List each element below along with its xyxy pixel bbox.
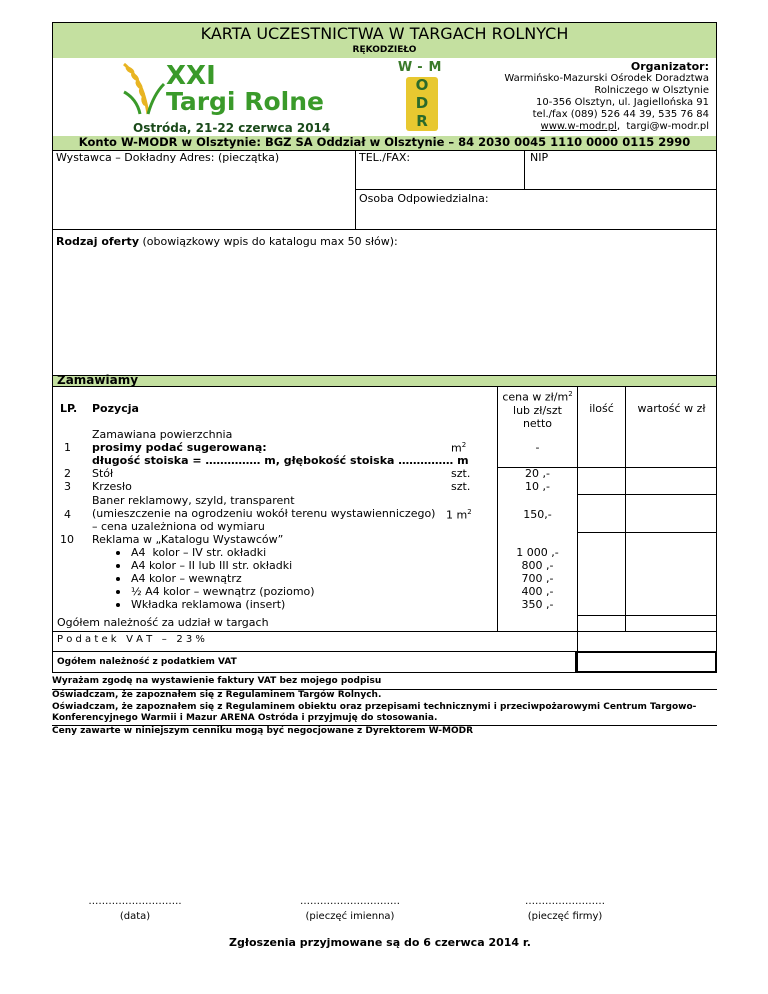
ad-option-4: ½ A4 kolor – wewnątrz (poziomo) (131, 585, 315, 598)
offer-label (56, 235, 398, 248)
col-price-line-3: netto (522, 416, 553, 430)
col-price-line-2: lub zł/szt (513, 403, 562, 417)
bank-account: Konto W-MODR w Olsztynie: BGZ SA Oddział w Olsztynie – 84 2030 0045 1110 0000 0115 2990 (78, 135, 691, 149)
row-3-unit: szt. (451, 480, 471, 493)
row-2-name: Stół (92, 467, 114, 480)
name-stamp-line[interactable]: ………………………… (300, 896, 400, 907)
total-field[interactable] (578, 616, 716, 630)
col-position: Pozycja (92, 402, 139, 415)
ad-price-3: 700 ,- (521, 572, 554, 585)
regulations-2b: Konferencyjnego Warmii i Mazur ARENA Ostróda i przyjmuję do stosowania. (52, 713, 438, 723)
organizer-line-1: Warmińsko-Mazurski Ośrodek Doradztwa (504, 73, 709, 84)
qty-field-1[interactable] (578, 468, 624, 493)
qty-field-2[interactable] (578, 495, 624, 531)
ad-option-5: Wkładka reklamowa (insert) (131, 598, 286, 611)
ad-price-2: 800 ,- (521, 559, 554, 572)
negotiation-note: Ceny zawarte w niniejszym cenniku mogą być negocjowane z Dyrektorem W-MODR (52, 726, 474, 736)
row-1-unit (451, 441, 466, 455)
wheat-icon (118, 60, 168, 116)
tel-field[interactable] (356, 165, 523, 188)
contact-separator: , (616, 121, 621, 132)
website-link[interactable]: www.w-modr.pl (540, 121, 617, 132)
deadline-note: Zgłoszenia przyjmowane są do 6 czerwca 2014 r. (229, 936, 531, 949)
bullet-icon (116, 564, 120, 568)
regulations-2a: Oświadczam, że zapoznałem się z Regulaminem obiektu oraz przepisami technicznymi i przeciwpożarowymi Centrum Targowo- (52, 702, 697, 712)
ad-option-2: A4 kolor – II lub III str. okładki (131, 559, 293, 572)
offer-label-bold: Rodzaj oferty (56, 235, 139, 248)
bullet-icon (116, 590, 120, 594)
nip-label: NIP (530, 151, 549, 164)
vat-label: P o d a t e k V A T – 2 3 % (57, 634, 205, 645)
total-label: Ogółem należność za udział w targach (57, 616, 269, 629)
qty-field-3[interactable] (578, 533, 624, 614)
name-stamp-label: (pieczęć imienna) (305, 911, 395, 922)
logo-edition: XXI (166, 61, 216, 91)
row-2-lp: 2 (64, 467, 71, 480)
vat-field[interactable] (578, 632, 716, 650)
wmodr-logo (396, 60, 448, 132)
row-4-unit-text: 1 m (446, 508, 468, 522)
col-price-line-1: cena w zł/m (502, 390, 569, 404)
row-1-line-2: prosimy podać sugerowaną: (92, 441, 267, 454)
form-subtitle: RĘKODZIEŁO (352, 45, 417, 55)
bullet-icon (116, 551, 120, 555)
row-3-price: 10 ,- (525, 480, 550, 493)
wmodr-letter-m: M (428, 60, 442, 75)
organizer-line-3: 10-356 Olsztyn, ul. Jagiellońska 91 (536, 97, 709, 108)
row-4-line-1: Baner reklamowy, szyld, transparent (92, 494, 295, 507)
wmodr-dash: - (417, 60, 423, 75)
value-field-3[interactable] (626, 533, 716, 614)
ad-price-5: 350 ,- (521, 598, 554, 611)
bullet-icon (116, 603, 120, 607)
row-10-name: Reklama w „Katalogu Wystawców” (92, 533, 284, 546)
row-3-name: Krzesło (92, 480, 132, 493)
logo-name: Targi Rolne (166, 87, 324, 116)
col-price-sup: 2 (568, 390, 573, 398)
value-field-1[interactable] (626, 468, 716, 493)
wmodr-letter-r: R (416, 112, 428, 130)
row-2-price: 20 ,- (525, 467, 550, 480)
regulations-1: Oświadczam, że zapoznałem się z Regulaminem Targów Rolnych. (52, 690, 382, 700)
row-1-unit-sup: 2 (461, 441, 467, 449)
organizer-line-4: tel./fax (089) 526 44 39, 535 76 84 (532, 109, 709, 120)
col-price (497, 388, 578, 430)
wmodr-letter-o: O (415, 76, 429, 94)
company-stamp-label: (pieczęć firmy) (527, 911, 603, 922)
email-link[interactable]: targi@w-modr.pl (626, 121, 709, 132)
organizer-line-2: Rolniczego w Olsztynie (594, 85, 709, 96)
bullet-icon (116, 577, 120, 581)
row-4-line-2: (umieszczenie na ogrodzeniu wokół terenu wystawienniczego) (92, 507, 436, 520)
row-10-lp: 10 (60, 533, 74, 546)
offer-field[interactable] (53, 252, 716, 372)
order-section-title: Zamawiamy (57, 373, 139, 387)
total-vat-label: Ogółem należność z podatkiem VAT (57, 657, 237, 667)
contact-person-field[interactable] (356, 206, 716, 229)
row-4-lp: 4 (64, 508, 71, 521)
ad-option-3: A4 kolor – wewnątrz (131, 572, 242, 585)
form-title: KARTA UCZESTNICTWA W TARGACH ROLNYCH (200, 24, 569, 43)
row-1-price: - (535, 441, 540, 454)
row-1-line-3: długość stoiska = …………… m, głębokość stoiska …………… m (92, 454, 469, 467)
col-qty: ilość (589, 402, 614, 415)
address-field[interactable] (53, 165, 354, 229)
row-1-unit-text: m (451, 441, 462, 455)
offer-label-rest: (obowiązkowy wpis do katalogu max 50 słów): (142, 235, 398, 248)
row-1-line-1: Zamawiana powierzchnia (92, 428, 233, 441)
row-4-price: 150,- (523, 508, 552, 521)
organizer-label: Organizator: (630, 60, 709, 73)
row-4-unit (446, 508, 472, 522)
value-field-2[interactable] (626, 495, 716, 531)
wmodr-letter-w: W (397, 60, 413, 75)
tel-label: TEL./FAX: (359, 151, 411, 164)
row-2-unit: szt. (451, 467, 471, 480)
ad-price-1: 1 000 ,- (516, 546, 559, 559)
company-stamp-line[interactable]: …………………… (525, 896, 605, 907)
contact-person-label: Osoba Odpowiedzialna: (359, 192, 489, 205)
row-4-line-3: – cena uzależniona od wymiaru (92, 520, 265, 533)
wmodr-letter-d: D (415, 94, 429, 112)
ad-price-4: 400 ,- (521, 585, 554, 598)
nip-field[interactable] (525, 165, 716, 188)
row-4-unit-sup: 2 (467, 508, 472, 516)
row-1-lp: 1 (64, 441, 71, 454)
organizer-contacts (541, 121, 709, 132)
date-label: (data) (119, 911, 151, 922)
date-signature-line[interactable]: ………………………. (88, 896, 182, 907)
col-lp: LP. (60, 402, 78, 415)
row-3-lp: 3 (64, 480, 71, 493)
col-value: wartość w zł (637, 402, 706, 415)
total-vat-field[interactable] (575, 651, 717, 673)
ad-option-1: A4 kolor – IV str. okładki (131, 546, 267, 559)
vat-consent: Wyrażam zgodę na wystawienie faktury VAT bez mojego podpisu (52, 676, 382, 686)
address-label: Wystawca – Dokładny Adres: (pieczątka) (56, 151, 280, 164)
event-date: Ostróda, 21-22 czerwca 2014 (133, 121, 331, 135)
